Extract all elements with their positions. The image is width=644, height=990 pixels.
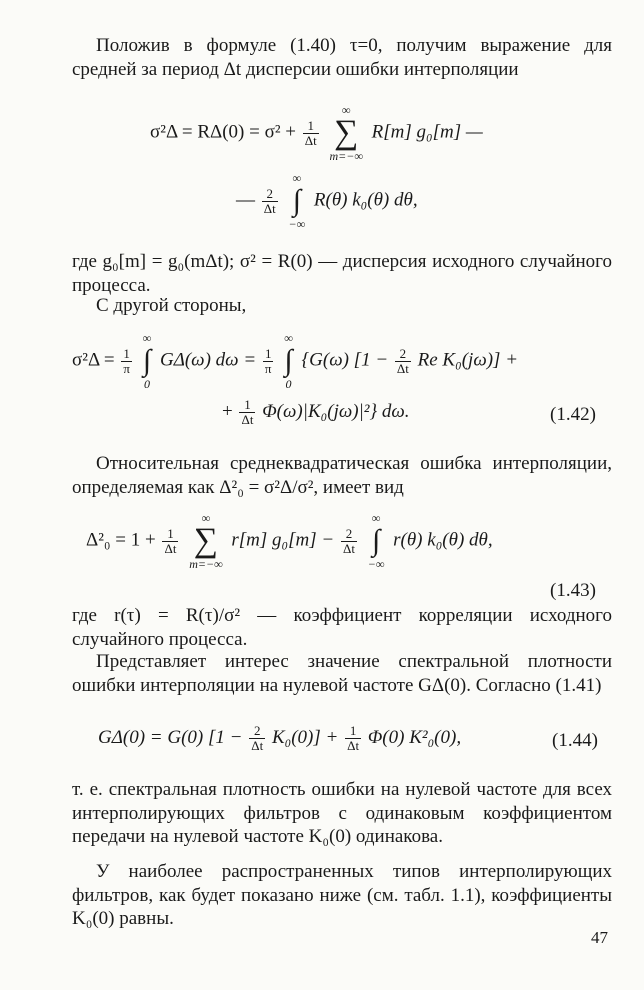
paragraph-correlation: где r(τ) = R(τ)/σ² — коэффициент корреляции исходного случайного процесса.	[72, 605, 612, 650]
paragraph-spectral-density: Представляет интерес значение спектральной плотности ошибки интерполяции на нулевой частоте GΔ(0). Согласно (1.41)	[72, 651, 612, 696]
equation-1-44: GΔ(0) = G(0) [1 − $\frac{2}{\Delta t}$ K₀(0)] + $\frac{1}{\Delta t}$ Φ(0) K²₀(0),	[98, 723, 462, 753]
paragraph-intro: Положив в формуле (1.40) τ=0, получим выражение для средней за период Δt дисперсии ошибки интерполяции	[72, 35, 612, 80]
equation-number-1-42: (1.42)	[550, 404, 596, 425]
eq2-integral-1: ∞ ∫ 0	[142, 331, 152, 391]
paragraph-zero-frequency: т. е. спектральная плотность ошибки на нулевой частоте для всех интерполирующих фильтров с одинаковым коэффициентом передачи на нулевой частоте K₀(0) одинакова.	[72, 779, 612, 847]
equation-1-42-line-1: σ²Δ = $\frac{1}{\pi}$ ∞ ∫ 0 GΔ(ω) dω = $\frac{1}{\pi}$ ∞ ∫ 0 {G(ω) [1 − $\frac{2}{\Delta t}$ Re K₀(jω)] +	[72, 331, 519, 391]
eq1-lhs: σ²Δ = RΔ(0) = σ² +	[150, 121, 301, 143]
eq1-line2-body: R(θ) k₀(θ) dθ,	[313, 189, 418, 211]
equation-1-line-2: — $\frac{2}{\Delta t}$ ∞ ∫ −∞ R(θ) k₀(θ) dθ,	[236, 171, 418, 231]
paragraph-other-side: С другой стороны,	[96, 295, 247, 316]
eq1-integral: ∞ ∫ −∞	[288, 171, 306, 231]
equation-1-43: Δ²₀ = 1 + $\frac{1}{\Delta t}$ ∞ ∑ m=−∞ r[m] g₀[m] − $\frac{2}{\Delta t}$ ∞ ∫ −∞ r(θ) k₀(θ) dθ,	[86, 511, 493, 571]
eq3-sum: ∞ ∑ m=−∞	[189, 511, 223, 571]
paragraph-relative-error: Относительная среднеквадратическая ошибка интерполяции, определяемая как Δ²₀ = σ²Δ/σ², имеет вид	[72, 453, 612, 498]
equation-1-42-line-2: + $\frac{1}{\Delta t}$ Φ(ω)|K₀(jω)|²} dω.	[222, 397, 410, 427]
eq1-sum-body: R[m] g₀[m] —	[371, 121, 483, 143]
paragraph-interpolating-filters: У наиболее распространенных типов интерполирующих фильтров, как будет показано ниже (см. табл. 1.1), коэффициенты K₀(0) равны.	[72, 861, 612, 929]
eq1-sum: ∞ ∑ m=−∞	[329, 103, 363, 163]
page-number: 47	[591, 928, 608, 947]
eq3-integral: ∞ ∫ −∞	[367, 511, 385, 571]
eq1-fraction: $\frac{1}{\Delta t}$	[304, 117, 317, 148]
equation-1-line-1	[150, 104, 483, 162]
equation-number-1-43: (1.43)	[550, 580, 596, 601]
paragraph-definitions: где g₀[m] = g₀(mΔt); σ² = R(0) — дисперсия исходного случайного процесса.	[72, 251, 612, 296]
eq2-integral-2: ∞ ∫ 0	[284, 331, 293, 391]
eq1-line2-fraction: $\frac{2}{\Delta t}$	[263, 185, 276, 216]
equation-number-1-44: (1.44)	[552, 730, 598, 751]
